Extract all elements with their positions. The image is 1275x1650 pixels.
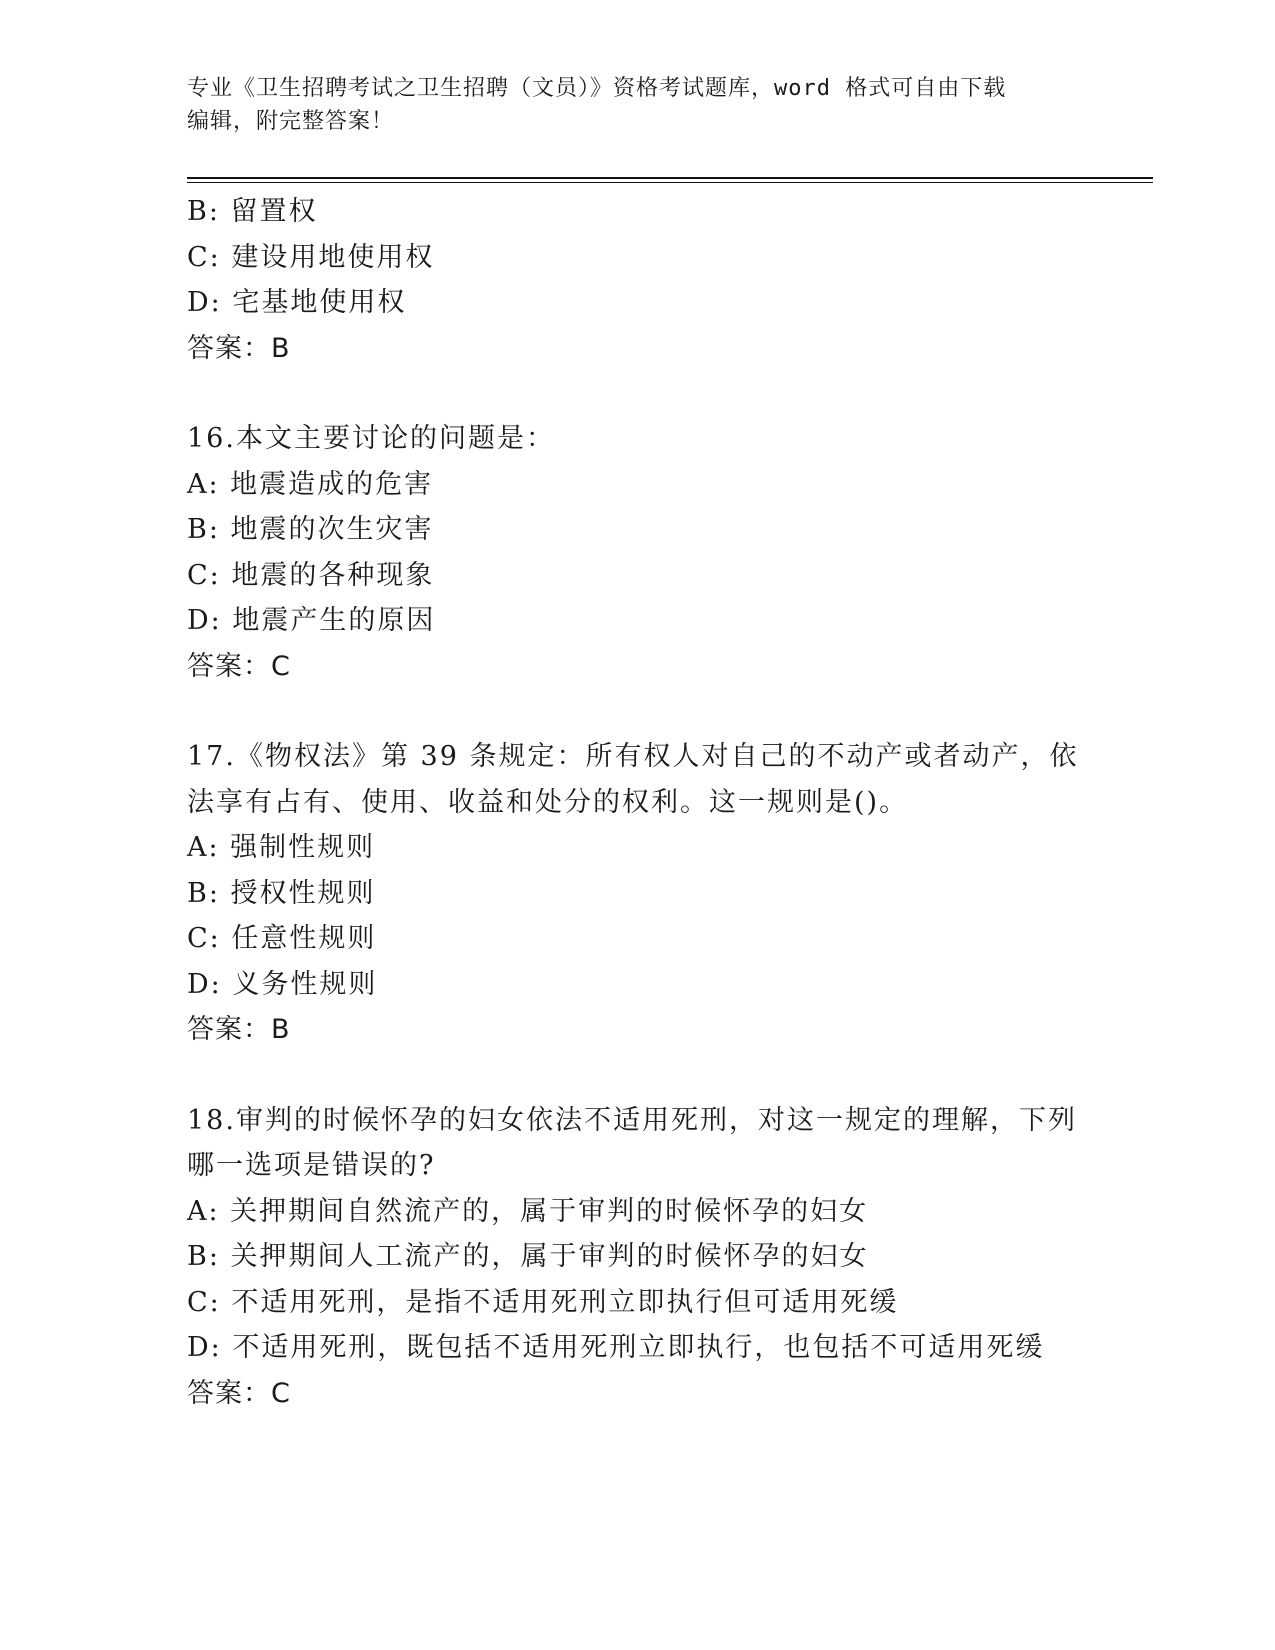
option-c: C: 地震的各种现象 — [187, 559, 435, 591]
header-divider-thin — [187, 182, 1153, 183]
option-b: B: 授权性规则 — [187, 877, 376, 909]
answer: 答案：C — [187, 650, 291, 682]
option-a: A: 强制性规则 — [187, 832, 376, 863]
question-stem-line-2: 哪一选项是错误的? — [187, 1150, 436, 1181]
option-d: D: 地震产生的原因 — [187, 605, 436, 636]
option-b: B: 留置权 — [187, 196, 318, 227]
option-b: B: 关押期间人工流产的，属于审判的时候怀孕的妇女 — [187, 1241, 869, 1272]
option-d: D: 义务性规则 — [187, 968, 378, 1000]
question-16 — [187, 416, 1087, 689]
option-c: C: 不适用死刑，是指不适用死刑立即执行但可适用死缓 — [187, 1286, 899, 1318]
question-stem-line-1: 17.《物权法》第 39 条规定：所有权人对自己的不动产或者动产，依 — [187, 741, 1079, 772]
option-b: B: 地震的次生灾害 — [187, 514, 434, 545]
option-a: A: 关押期间自然流产的，属于审判的时候怀孕的妇女 — [187, 1195, 869, 1227]
header-title-line-1: 专业《卫生招聘考试之卫生招聘（文员）》资格考试题库，word 格式可自由下载 — [187, 76, 1007, 101]
option-c: C: 建设用地使用权 — [187, 241, 435, 273]
answer: 答案：B — [187, 332, 291, 364]
page-header — [187, 72, 1087, 138]
question-15-continued — [187, 189, 1087, 371]
question-stem: 16.本文主要讨论的问题是： — [187, 423, 555, 454]
option-c: C: 任意性规则 — [187, 923, 377, 954]
answer: 答案：C — [187, 1377, 291, 1409]
header-title-line-2: 编辑，附完整答案！ — [187, 109, 395, 134]
option-a: A: 地震造成的危害 — [187, 468, 434, 500]
question-stem-line-1: 18.审判的时候怀孕的妇女依法不适用死刑，对这一规定的理解，下列 — [187, 1104, 1077, 1136]
header-divider — [187, 177, 1153, 179]
question-list — [187, 189, 1087, 1416]
question-17 — [187, 734, 1087, 1053]
answer: 答案：B — [187, 1014, 291, 1045]
question-18 — [187, 1098, 1087, 1417]
option-d: D: 宅基地使用权 — [187, 287, 407, 318]
question-stem-line-2: 法享有占有、使用、收益和处分的权利。这一规则是()。 — [187, 786, 909, 818]
option-d: D: 不适用死刑，既包括不适用死刑立即执行，也包括不可适用死缓 — [187, 1332, 1045, 1363]
